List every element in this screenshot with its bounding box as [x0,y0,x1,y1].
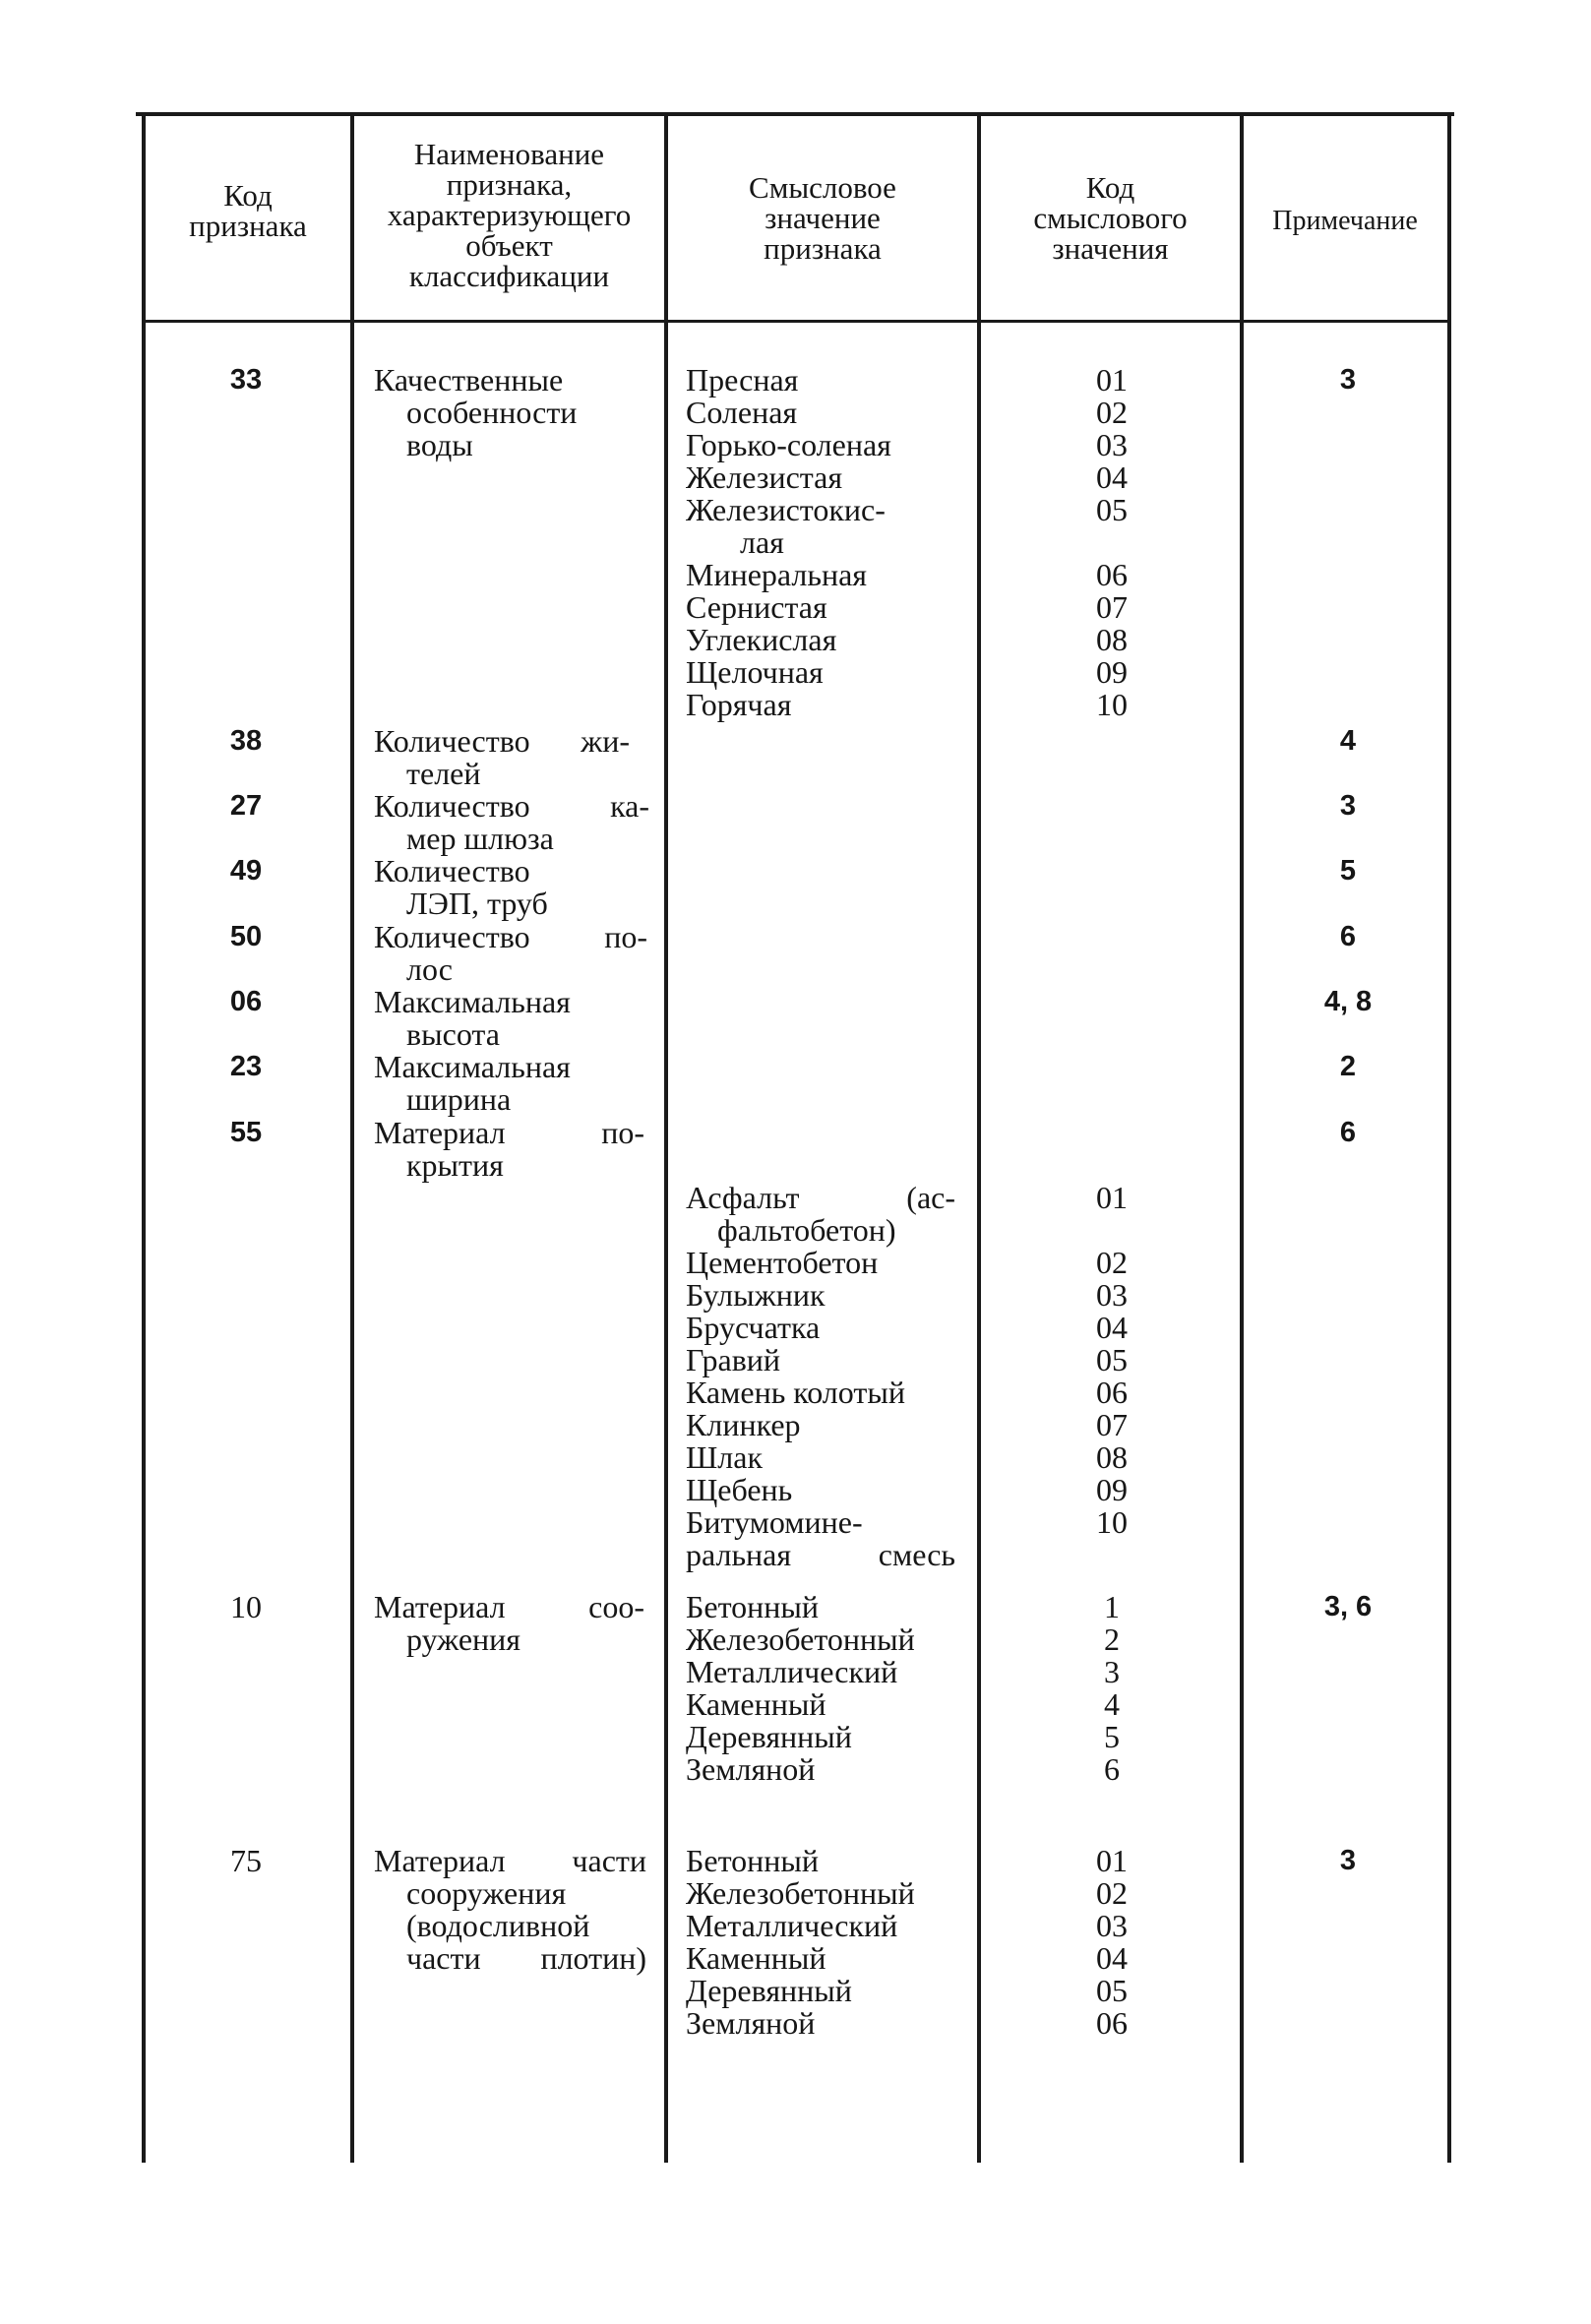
meaning-code: 4 [1104,1686,1120,1722]
meaning: Железобетонный [686,1875,915,1911]
note: 3 [1339,790,1357,822]
note: 4 [1339,725,1357,757]
meaning: Железобетонный [686,1621,915,1657]
header-text: Наименование [413,137,605,171]
feature-name: ЛЭП, труб [406,886,548,921]
meaning: Битумомине- [686,1504,863,1540]
column-rule-left [142,116,146,2163]
header-text: характеризующего [387,198,632,232]
header-text: признака [764,231,882,266]
meaning-code: 01 [1096,1843,1128,1878]
column-rule-2 [664,116,668,2163]
feature-code: 10 [230,1589,262,1624]
meaning-code: 07 [1096,589,1128,625]
meaning-code: 07 [1096,1407,1128,1442]
feature-name: ширина [406,1081,512,1117]
header-text: Код [1085,170,1135,205]
feature-name: ружения [406,1621,521,1657]
meaning-code: 09 [1096,654,1128,690]
meaning-code: 06 [1096,557,1128,592]
feature-code: 33 [229,364,263,396]
header-col4 [983,172,1238,264]
meaning: Железистая [686,459,843,495]
meaning: Каменный [686,1940,826,1976]
feature-name: Материал соо- [374,1589,644,1624]
column-rule-1 [350,116,354,2163]
meaning: Земляной [686,2005,816,2041]
header-text: Примечание [1272,206,1418,236]
feature-name: крытия [406,1147,504,1183]
meaning-code: 10 [1096,687,1128,722]
feature-code: 55 [229,1117,263,1148]
meaning: Металлический [686,1908,898,1943]
header-text: классификации [408,259,610,293]
feature-name: особенности [406,395,578,430]
note: 3 [1339,364,1357,396]
feature-name: сооружения [406,1875,567,1911]
note: 6 [1339,921,1357,952]
note: 6 [1339,1117,1357,1148]
feature-code: 38 [229,725,263,757]
meaning-code: 04 [1096,1940,1128,1976]
meaning-code: 5 [1104,1719,1120,1754]
feature-name: Количество жи- [374,723,630,759]
header-text: Смысловое [749,170,896,205]
meaning: Брусчатка [686,1310,821,1345]
feature-name: Максимальная [374,1049,571,1084]
meaning-code: 2 [1104,1621,1120,1657]
feature-name: части плотин) [406,1940,646,1976]
meaning-code: 3 [1104,1654,1120,1689]
meaning: Соленая [686,395,798,430]
feature-code: 27 [229,790,263,822]
column-rule-4 [1240,116,1244,2163]
meaning-code: 6 [1104,1751,1120,1787]
feature-name: Качественные [374,362,564,398]
note: 4, 8 [1323,986,1373,1017]
header-text: признака [189,209,307,243]
meaning-code: 04 [1096,459,1128,495]
meaning: Железистокис- [686,492,886,527]
feature-name: высота [406,1016,500,1052]
meaning-code: 04 [1096,1310,1128,1345]
meaning-code: 06 [1096,2005,1128,2041]
meaning-code: 08 [1096,622,1128,657]
feature-name: телей [406,756,481,791]
meaning: Клинкер [686,1407,801,1442]
feature-name: (водосливной [406,1908,590,1943]
meaning-code: 02 [1096,395,1128,430]
table-top-rule [136,112,1454,116]
header-text: объект [465,228,553,263]
meaning: Деревянный [686,1719,852,1754]
meaning: ральная смесь [686,1537,955,1572]
meaning: Гравий [686,1342,781,1377]
feature-name: лос [406,951,453,987]
meaning: Деревянный [686,1973,852,2008]
header-text: Код [223,178,273,213]
feature-name: мер шлюза [406,821,554,856]
meaning: Шлак [686,1439,763,1475]
meaning-code: 08 [1096,1439,1128,1475]
meaning: фальтобетон) [717,1212,896,1248]
header-text: значение [765,201,881,235]
feature-code: 75 [230,1843,262,1878]
meaning-code: 06 [1096,1375,1128,1410]
feature-code: 50 [229,921,263,952]
note: 3, 6 [1323,1591,1373,1622]
meaning-code: 02 [1096,1245,1128,1280]
meaning-code: 05 [1096,1342,1128,1377]
meaning-code: 03 [1096,1908,1128,1943]
feature-name: Материал части [374,1843,646,1878]
meaning: Булыжник [686,1277,826,1313]
feature-name: воды [406,427,473,462]
note: 5 [1339,855,1357,887]
meaning: Земляной [686,1751,816,1787]
header-col1 [148,180,348,241]
meaning-code: 05 [1096,492,1128,527]
meaning-code: 03 [1096,427,1128,462]
note: 3 [1339,1845,1357,1876]
meaning-code: 02 [1096,1875,1128,1911]
feature-code: 23 [229,1051,263,1082]
header-bottom-rule [143,320,1451,323]
meaning: Асфальт (ас- [686,1180,955,1215]
feature-name: Материал по- [374,1115,644,1150]
feature-name: Количество по- [374,919,647,954]
meaning: Бетонный [686,1589,820,1624]
meaning: Цементобетон [686,1245,879,1280]
meaning: Камень колотый [686,1375,905,1410]
meaning-code: 10 [1096,1504,1128,1540]
header-text: значения [1052,231,1169,266]
meaning: лая [740,524,784,560]
meaning: Углекислая [686,622,837,657]
meaning: Сернистая [686,589,827,625]
meaning-code: 03 [1096,1277,1128,1313]
feature-name: Максимальная [374,984,571,1019]
feature-code: 06 [229,986,263,1017]
meaning: Щебень [686,1472,793,1507]
meaning-code: 09 [1096,1472,1128,1507]
feature-code: 49 [229,855,263,887]
meaning: Пресная [686,362,799,398]
header-col5 [1244,206,1446,236]
meaning: Металлический [686,1654,898,1689]
meaning-code: 1 [1104,1589,1120,1624]
header-col2 [356,139,662,291]
feature-name: Количество ка- [374,788,649,824]
column-rule-3 [977,116,981,2163]
feature-name: Количество [374,853,530,888]
meaning: Горько-соленая [686,427,891,462]
column-rule-right [1447,116,1451,2163]
header-col3 [670,172,975,264]
meaning-code: 01 [1096,1180,1128,1215]
header-text: смыслового [1033,201,1188,235]
meaning-code: 01 [1096,362,1128,398]
meaning: Бетонный [686,1843,820,1878]
header-text: признака, [446,167,573,202]
meaning: Щелочная [686,654,824,690]
note: 2 [1339,1051,1357,1082]
meaning-code: 05 [1096,1973,1128,2008]
meaning: Каменный [686,1686,826,1722]
meaning: Минеральная [686,557,867,592]
meaning: Горячая [686,687,792,722]
